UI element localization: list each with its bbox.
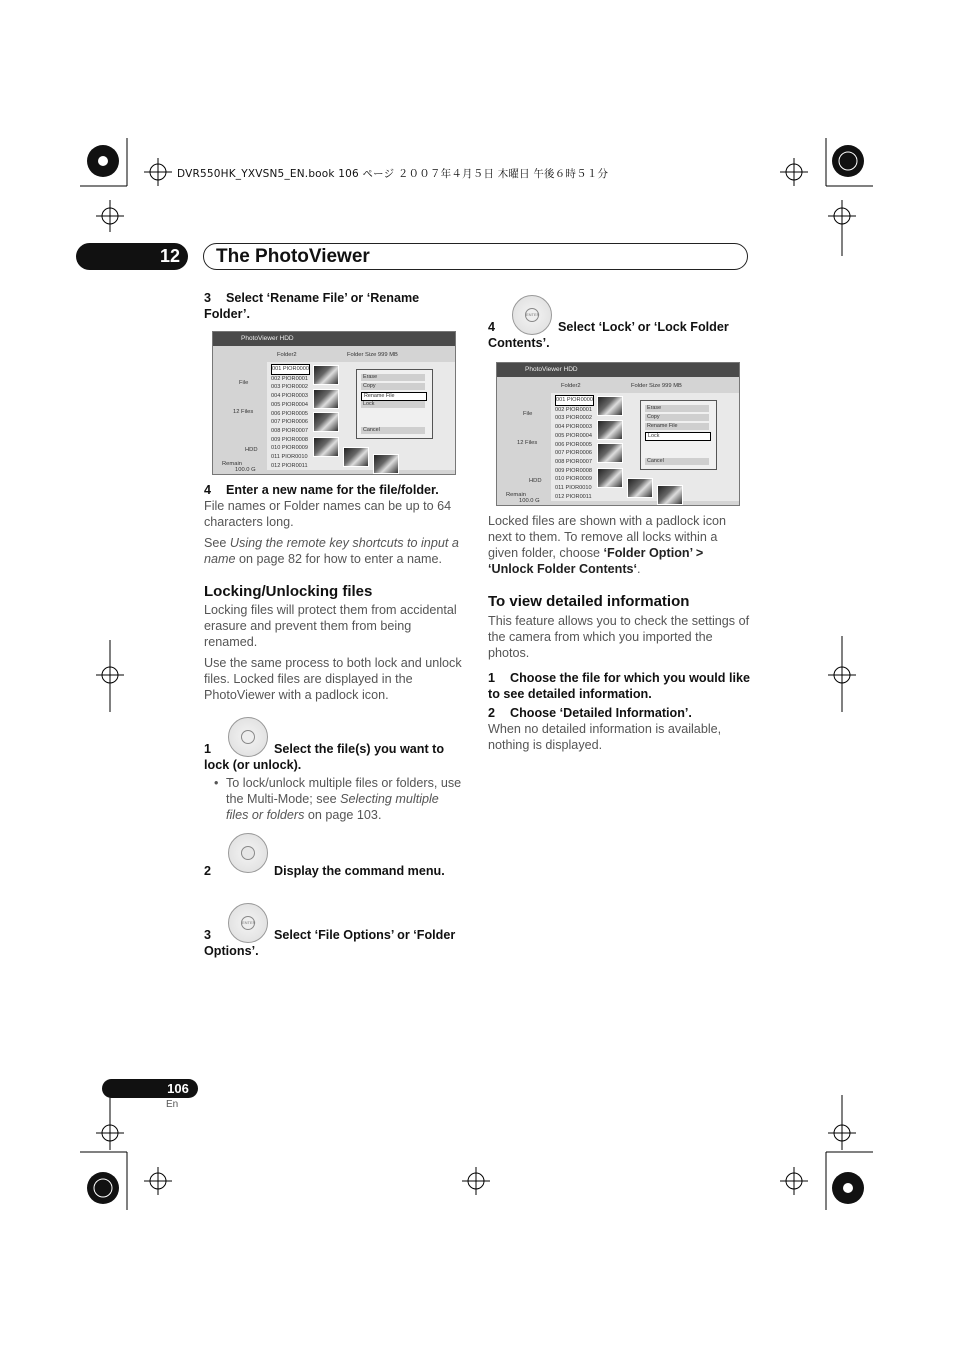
step-text: Display the command menu.: [274, 864, 445, 878]
file-list-item: 009 PIOR0008: [555, 467, 593, 474]
step-text: Select ‘Rename File’ or ‘Rename Folder’.: [204, 291, 420, 321]
menu-item: Lock: [361, 401, 425, 408]
remain-value: 100.0 G: [519, 498, 540, 504]
step-text: Choose the file for which you would like to see detailed information.: [488, 671, 751, 701]
step-number: 3: [204, 928, 212, 942]
see-link-title: Using the remote key shortcuts to input a name: [204, 536, 459, 566]
step-text: Choose ‘Detailed Information’.: [510, 706, 692, 720]
step-text-cont: lock (or unlock).: [204, 758, 302, 772]
menu-item: Cancel: [645, 458, 709, 465]
step-number: 3: [204, 291, 212, 305]
see-prefix: See: [204, 536, 230, 550]
locked-paragraph: [488, 513, 750, 577]
detail-step-2: [488, 705, 750, 721]
thumbnail: [343, 447, 369, 467]
page-number: 106: [167, 1081, 189, 1096]
step-number: 4: [488, 320, 496, 334]
file-list-item: 003 PIOR0002: [271, 384, 309, 391]
remain-value: 100.0 G: [235, 467, 256, 473]
bullet-suffix: on page 103.: [304, 808, 382, 822]
menu-item: Copy: [645, 414, 709, 421]
file-list-item: 008 PIOR0007: [271, 427, 309, 434]
lock-bullet: • To lock/unlock multiple files or folders, use the Multi-Mode; see Selecting multiple files or folders on page 103.: [214, 776, 462, 822]
folder-size: Folder Size 999 MB: [347, 352, 398, 358]
thumbnail: [313, 437, 339, 457]
menu-item: Cancel: [361, 427, 425, 434]
step-text-cont: Contents’.: [488, 336, 550, 350]
menu-item: Lock: [645, 432, 711, 441]
thumbnail: [597, 396, 623, 416]
file-label: File: [239, 380, 249, 386]
file-list-item: 003 PIOR0002: [555, 415, 593, 422]
step-number: 2: [488, 706, 496, 720]
step-text: Select ‘Lock’ or ‘Lock Folder: [558, 320, 729, 334]
file-list-item: 010 PIOR0009: [555, 476, 593, 483]
lock-step-2: [204, 863, 466, 879]
detail-heading: To view detailed information: [488, 593, 690, 610]
thumbnail: [313, 412, 339, 432]
enter-label: ENTER: [526, 312, 540, 317]
screen-title-bar: PhotoViewer HDD: [497, 363, 739, 377]
bullet-link-title: Selecting multiple files or folders: [226, 792, 439, 822]
file-list: [271, 364, 310, 470]
thumbnail: [597, 443, 623, 463]
photoviewer-screen-lock: [496, 362, 740, 506]
lock-step-3: [204, 927, 466, 959]
lock-step-1: [204, 741, 466, 773]
folder-name: Folder2: [561, 383, 581, 389]
thumbnail: [373, 454, 399, 474]
file-list-item: 008 PIOR0007: [555, 458, 593, 465]
file-label: File: [523, 411, 533, 417]
thumbnail: [597, 420, 623, 440]
thumbnail: [657, 485, 683, 505]
detail-paragraph: This feature allows you to check the settings of the camera from which you imported the photos.: [488, 614, 750, 660]
menu-item: Erase: [361, 374, 425, 381]
step-text: Enter a new name for the file/folder.: [226, 483, 439, 497]
file-list: [555, 395, 594, 501]
photoviewer-screen-rename: [212, 331, 456, 475]
step-number: 4: [204, 483, 212, 497]
rename-step-4: [204, 482, 466, 498]
thumbnail: [627, 478, 653, 498]
language-code: En: [166, 1099, 179, 1110]
file-list-item: 001 PIOR0000: [555, 395, 594, 406]
menu-item: Rename File: [361, 392, 427, 401]
folder-size: Folder Size 999 MB: [631, 383, 682, 389]
chapter-number: 12: [159, 246, 181, 266]
locked-suffix: .: [637, 562, 641, 576]
folder-name: Folder2: [277, 352, 297, 358]
file-list-item: 002 PIOR0001: [271, 375, 309, 382]
file-list-item: 005 PIOR0004: [555, 432, 593, 439]
file-list-item: 010 PIOR0009: [271, 445, 309, 452]
remain-label: Remain: [506, 492, 526, 498]
step-number: 1: [488, 671, 496, 685]
hdd-label: HDD: [245, 447, 258, 453]
remain-label: Remain: [222, 461, 242, 467]
rename-note: File names or Folder names can be up to 64 characters long.: [204, 499, 452, 529]
bullet-prefix: To lock/unlock multiple files or folders, use the Multi-Mode; see: [226, 776, 462, 806]
print-header-line: DVR550HK_YXVSN5_EN.book 106 ページ ２００７年４月５日 木曜日 午後６時５１分: [177, 168, 609, 180]
step-number: 2: [204, 864, 212, 878]
file-list-item: 002 PIOR0001: [555, 406, 593, 413]
file-list-item: 012 PIOR0011: [271, 462, 308, 469]
file-list-item: 006 PIOR0005: [271, 410, 309, 417]
files-count: 12 Files: [517, 440, 538, 446]
file-list-item: 009 PIOR0008: [271, 436, 309, 443]
locking-paragraph-2: Use the same process to both lock and unlock files. Locked files are displayed in the PhotoViewer with a padlock icon.: [204, 656, 462, 702]
step-text: Select the file(s) you want to: [274, 742, 445, 756]
detail-step-1: [488, 670, 750, 702]
locked-text: Locked files are shown with a padlock icon next to them. To remove all locks within a given folder, choose: [488, 514, 727, 560]
file-list-item: 007 PIOR0006: [271, 419, 309, 426]
chapter-title: The PhotoViewer: [216, 246, 370, 267]
command-menu: [640, 400, 717, 470]
locking-heading: Locking/Unlocking files: [204, 583, 373, 600]
file-list-item: 007 PIOR0006: [555, 450, 593, 457]
files-count: 12 Files: [233, 409, 254, 415]
detail-note: When no detailed information is available, nothing is displayed.: [488, 722, 722, 752]
see-reference: [204, 535, 466, 567]
enter-label: ENTER: [242, 920, 256, 925]
file-list-item: 006 PIOR0005: [555, 441, 593, 448]
locking-paragraph-1: Locking files will protect them from accidental erasure and prevent them from being renamed.: [204, 603, 457, 649]
see-suffix: on page 82 for how to enter a name.: [235, 552, 443, 566]
file-list-item: 011 PIOR0010: [555, 485, 592, 492]
menu-item: Copy: [361, 383, 425, 390]
thumbnail: [597, 468, 623, 488]
file-list-item: 005 PIOR0004: [271, 401, 309, 408]
step-text: Select ‘File Options’ or ‘Folder: [274, 928, 456, 942]
command-menu: [356, 369, 433, 439]
file-list-item: 011 PIOR0010: [271, 454, 308, 461]
step-text-cont: Options’.: [204, 944, 259, 958]
file-list-item: 004 PIOR0003: [271, 393, 309, 400]
file-list-item: 004 PIOR0003: [555, 424, 593, 431]
file-list-item: 001 PIOR0000: [271, 364, 310, 375]
thumbnail: [313, 365, 339, 385]
screen-title-bar: PhotoViewer HDD: [213, 332, 455, 346]
file-list-item: 012 PIOR0011: [555, 493, 592, 500]
rename-step-3: [204, 290, 466, 322]
step-number: 1: [204, 742, 212, 756]
hdd-label: HDD: [529, 478, 542, 484]
thumbnail: [313, 389, 339, 409]
menu-item: Rename File: [645, 423, 709, 430]
lock-step-4: [488, 319, 750, 351]
menu-item: Erase: [645, 405, 709, 412]
locked-option: ‘Folder Option’ > ‘Unlock Folder Contents‘: [488, 546, 704, 576]
